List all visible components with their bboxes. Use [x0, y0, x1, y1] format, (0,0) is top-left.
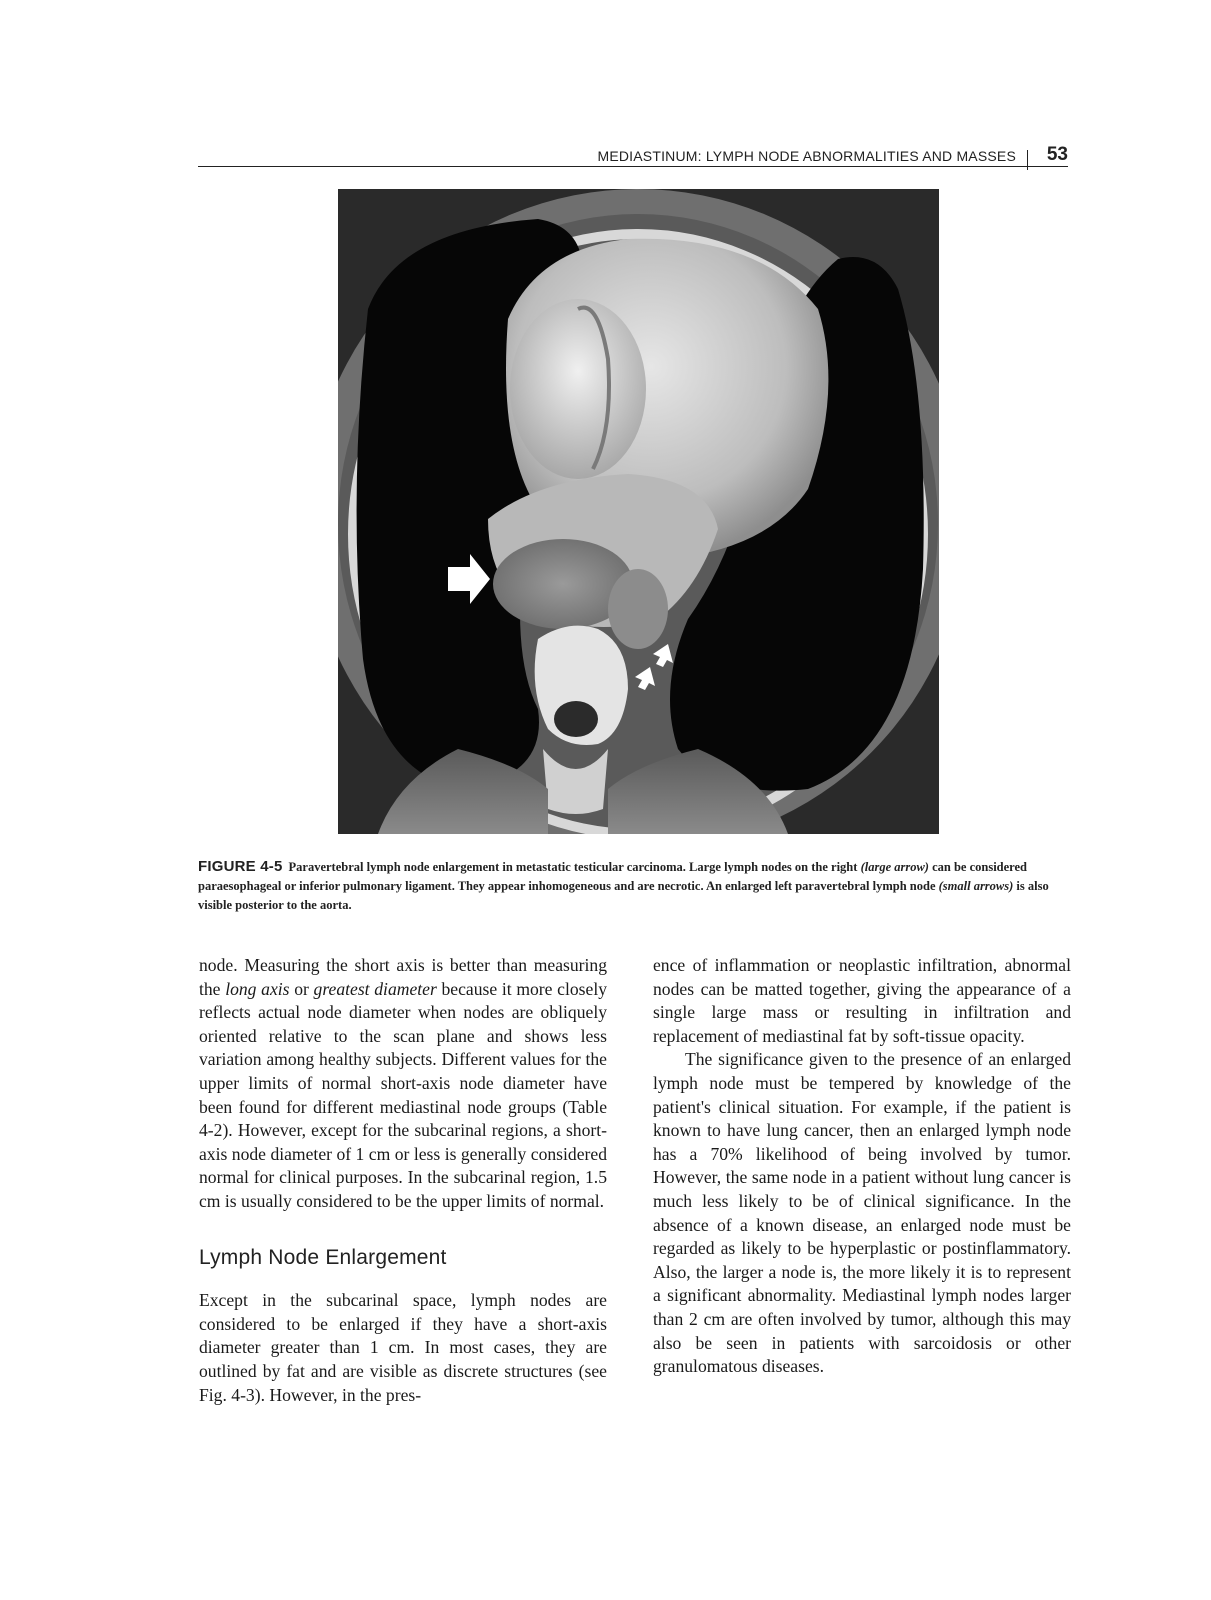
caption-text-3: is also visible posterior to the aorta.: [198, 879, 1049, 912]
page-number: 53: [1046, 144, 1068, 165]
right-paragraph-1: ence of inflammation or neoplastic infiltration, abnormal nodes can be matted together, giving the appearance of a single large mass or resulting in infiltration and replacement of mediastinal fat by soft-tissue opacity.: [653, 955, 1071, 1046]
ct-scan-image: [338, 189, 939, 834]
left-column: [199, 954, 607, 1407]
running-header-title: MEDIASTINUM: LYMPH NODE ABNORMALITIES AND MASSES: [597, 148, 1016, 164]
left-paragraph-1: [199, 954, 607, 1214]
figure-label: FIGURE 4-5: [198, 858, 283, 875]
section-heading: Lymph Node Enlargement: [199, 1245, 447, 1269]
left-p1-italic-2: greatest diameter: [313, 978, 437, 999]
figure-caption: [198, 857, 1068, 915]
header-separator: [1027, 150, 1029, 170]
right-column: [653, 954, 1071, 1379]
caption-text-2: can be considered paraesophageal or inferior pulmonary ligament. They appear inhomogeneous and are necrotic. An enlarged left paravertebral lymph node: [198, 860, 1028, 893]
right-paragraph-2: The significance given to the presence of an enlarged lymph node must be tempered by knowledge of the patient's clinical situation. For example, if the patient is known to have lung cancer, then an enlarged lymph node has a 70% likelihood of being involved by tumor. However, the same node in a patient without lung cancer is much less likely to be of clinical significance. In the absence of a known disease, an enlarged node must be regarded as likely to be hyperplastic or postinflammatory. Also, the larger a node is, the more likely it is to represent a significant abnormality. Mediastinal lymph nodes larger than 2 cm are often involved by tumor, although this may also be seen in patients with sarcoidosis or other granulomatous diseases.: [653, 1049, 1071, 1377]
left-p1-italic-1: long axis: [225, 978, 290, 999]
left-p1-text-c: because it more closely reflects actual node diameter when nodes are obliquely oriented relative to the scan plane and shows less variation among healthy subjects. Different values for the upper limits of normal short-axis node diameter have been found for different mediastinal node groups (Table 4-2). However, except for the subcarinal regions, a short-axis node diameter of 1 cm or less is generally considered normal for clinical purposes. In the subcarinal region, 1.5 cm is usually considered to be the upper limits of normal.: [199, 978, 608, 1211]
running-header: [198, 144, 1068, 167]
caption-italic-2: (small arrows): [938, 879, 1014, 893]
caption-italic-1: (large arrow): [860, 860, 929, 874]
left-paragraph-2: Except in the subcarinal space, lymph nodes are considered to be enlarged if they have a short-axis diameter greater than 1 cm. In most cases, they are outlined by fat and are visible as discrete structures (see Fig. 4-3). However, in the pres-: [199, 1290, 607, 1405]
caption-text-1: Paravertebral lymph node enlargement in metastatic testicular carcinoma. Large lymph nodes on the right: [288, 860, 861, 874]
left-p1-text-a: node. Measuring the short axis is better than measuring the: [199, 955, 607, 999]
left-p1-text-b: or: [289, 978, 314, 999]
